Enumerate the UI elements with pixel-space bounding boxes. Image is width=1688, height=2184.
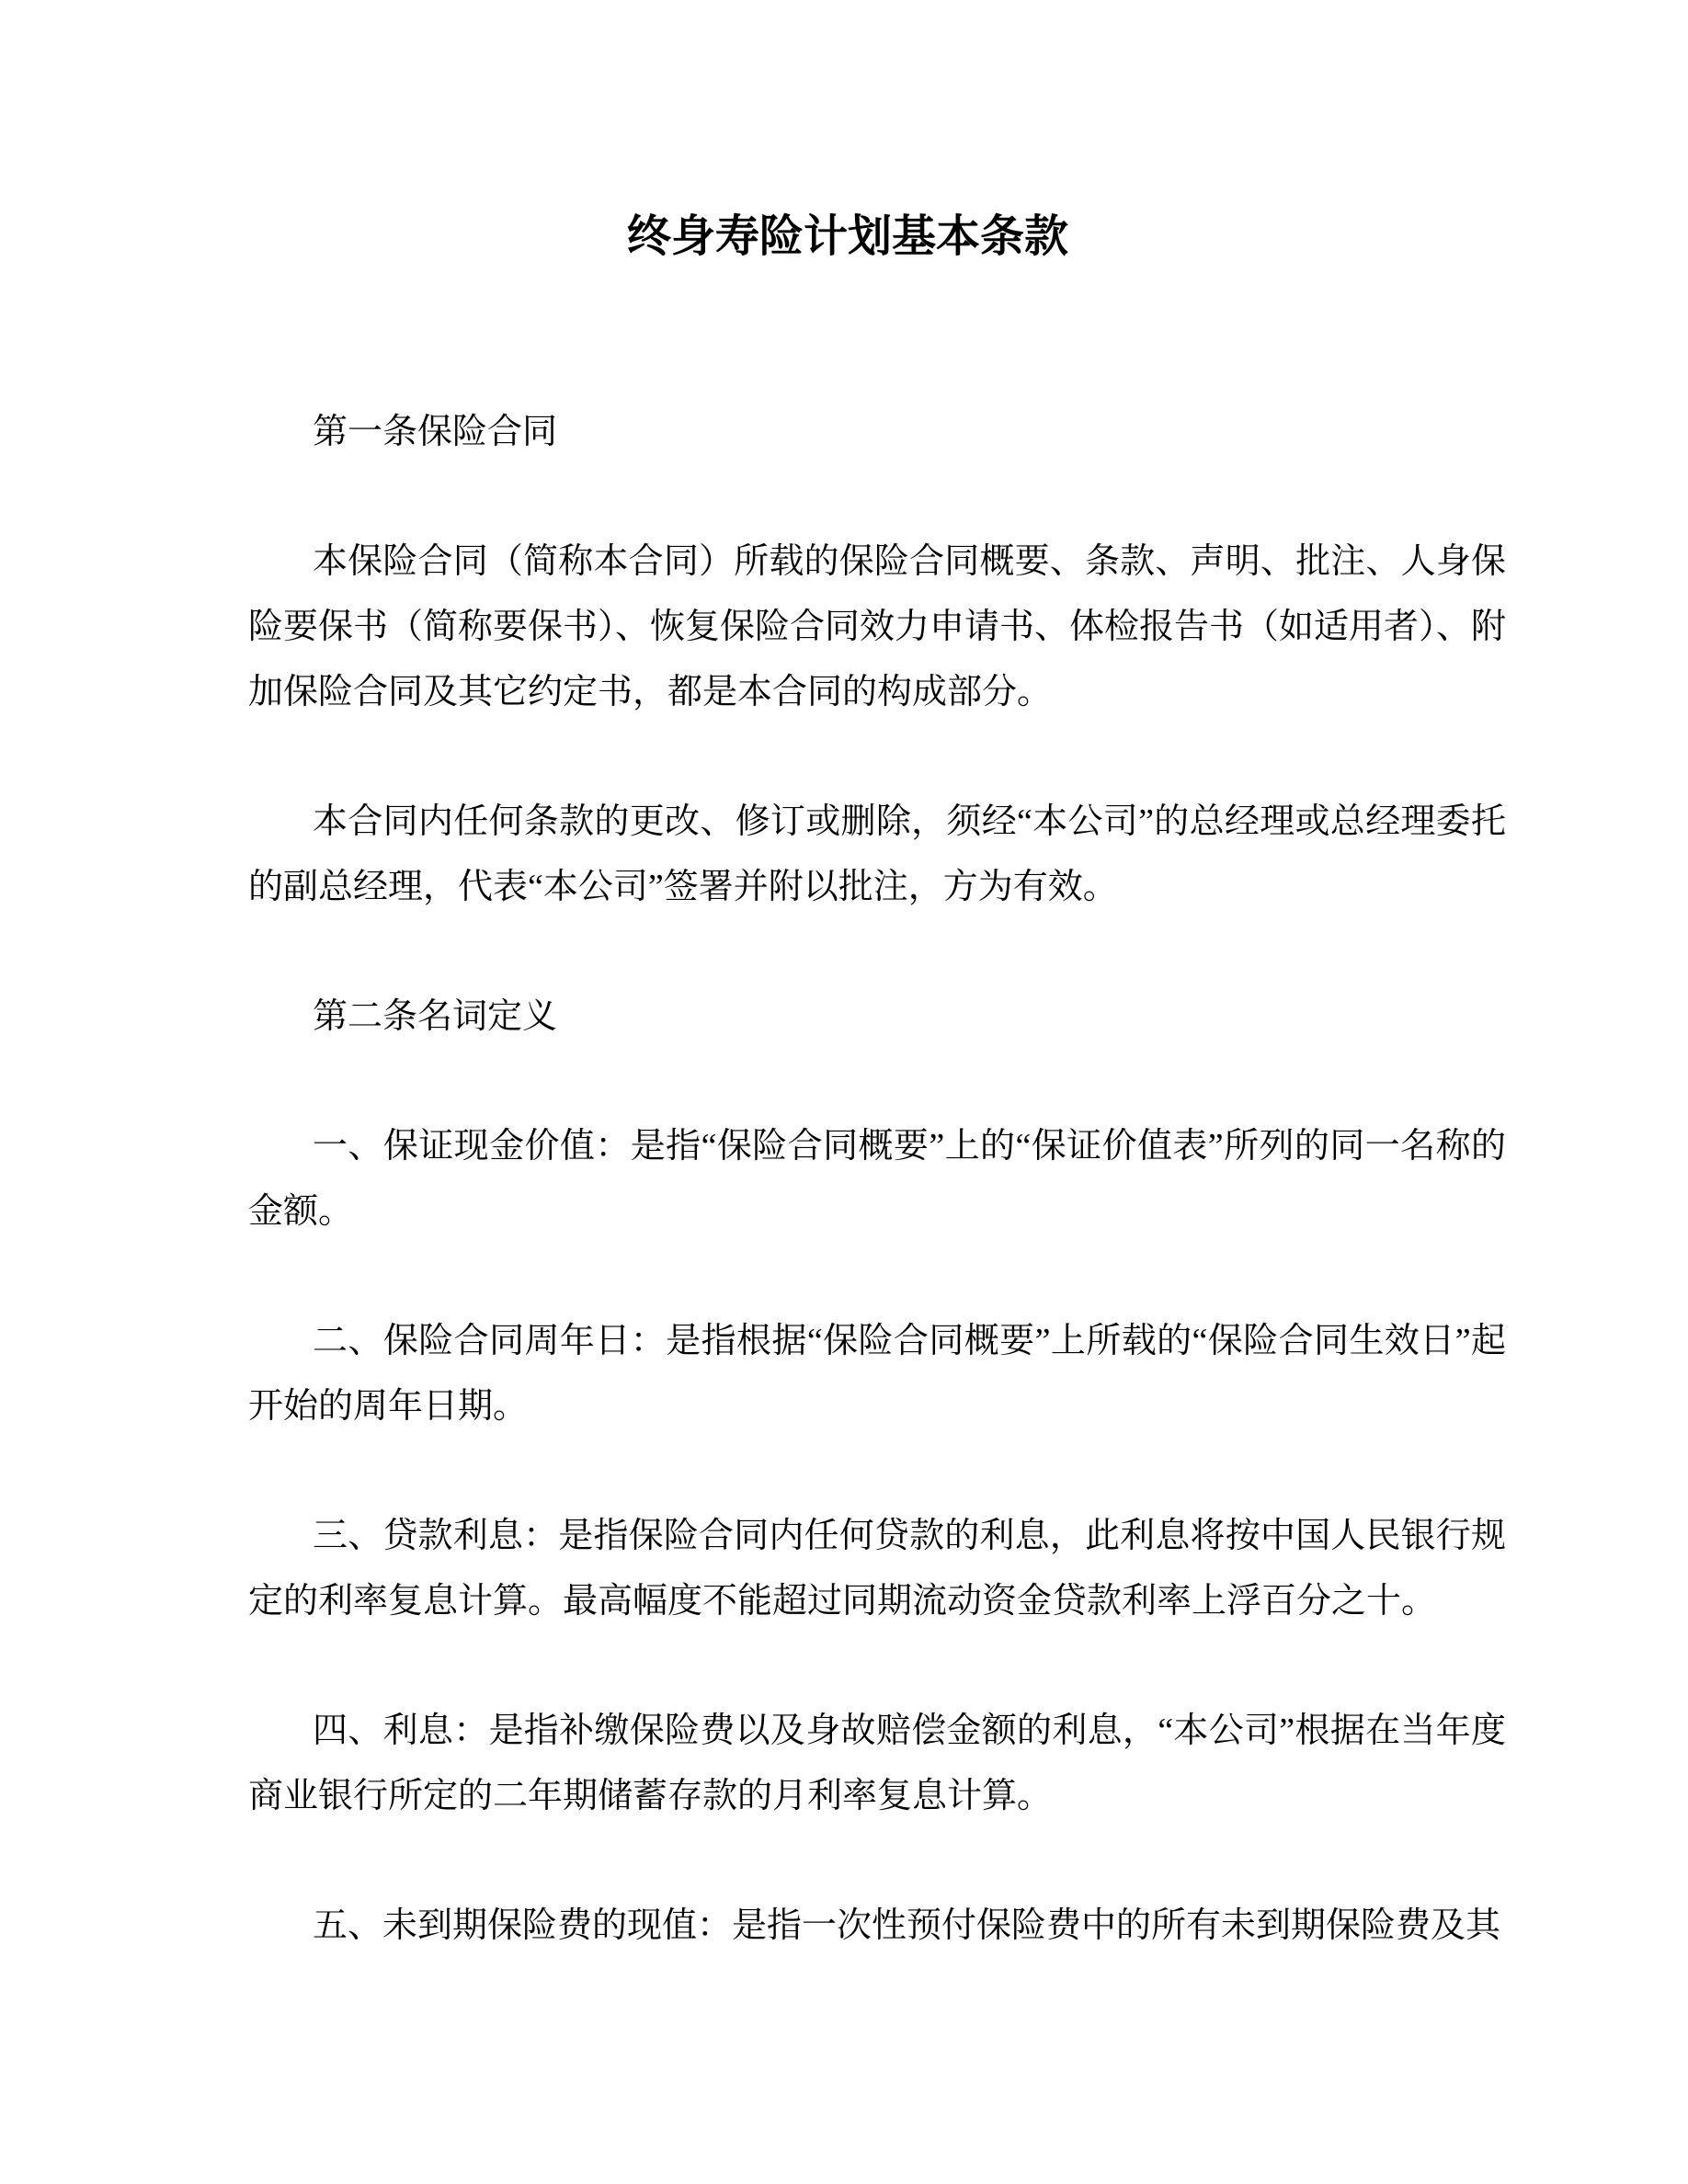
article-1-paragraph-1: 本保险合同（简称本合同）所载的保险合同概要、条款、声明、批注、人身保险要保书（简称要保书）、恢复保险合同效力申请书、体检报告书（如适用者）、附加保险合同及其它约定书，都是本合同的构成部分。	[248, 542, 1507, 711]
document-title: 终身寿险计划基本条款	[626, 212, 1068, 261]
definition-item-1: 一、保证现金价值：是指“保险合同概要”上的“保证价值表”所列的同一名称的金额。	[248, 1127, 1506, 1231]
definition-item-5: 五、未到期保险费的现值：是指一次性预付保险费中的所有未到期保险费及其	[313, 1906, 1501, 1945]
article-2-heading: 第二条名词定义	[313, 997, 558, 1036]
article-1-heading: 第一条保险合同	[313, 413, 558, 451]
definition-item-2: 二、保险合同周年日：是指根据“保险合同概要”上所载的“保险合同生效日”起开始的周年日期。	[248, 1322, 1506, 1426]
article-1-paragraph-2: 本合同内任何条款的更改、修订或删除，须经“本公司”的总经理或总经理委托的副总经理，代表“本公司”签署并附以批注，方为有效。	[248, 802, 1506, 906]
definition-item-3: 三、贷款利息：是指保险合同内任何贷款的利息，此利息将按中国人民银行规定的利率复息计算。最高幅度不能超过同期流动资金贷款利率上浮百分之十。	[248, 1517, 1506, 1621]
definition-item-4: 四、利息：是指补缴保险费以及身故赔偿金额的利息，“本公司”根据在当年度商业银行所定的二年期储蓄存款的月利率复息计算。	[248, 1712, 1506, 1815]
